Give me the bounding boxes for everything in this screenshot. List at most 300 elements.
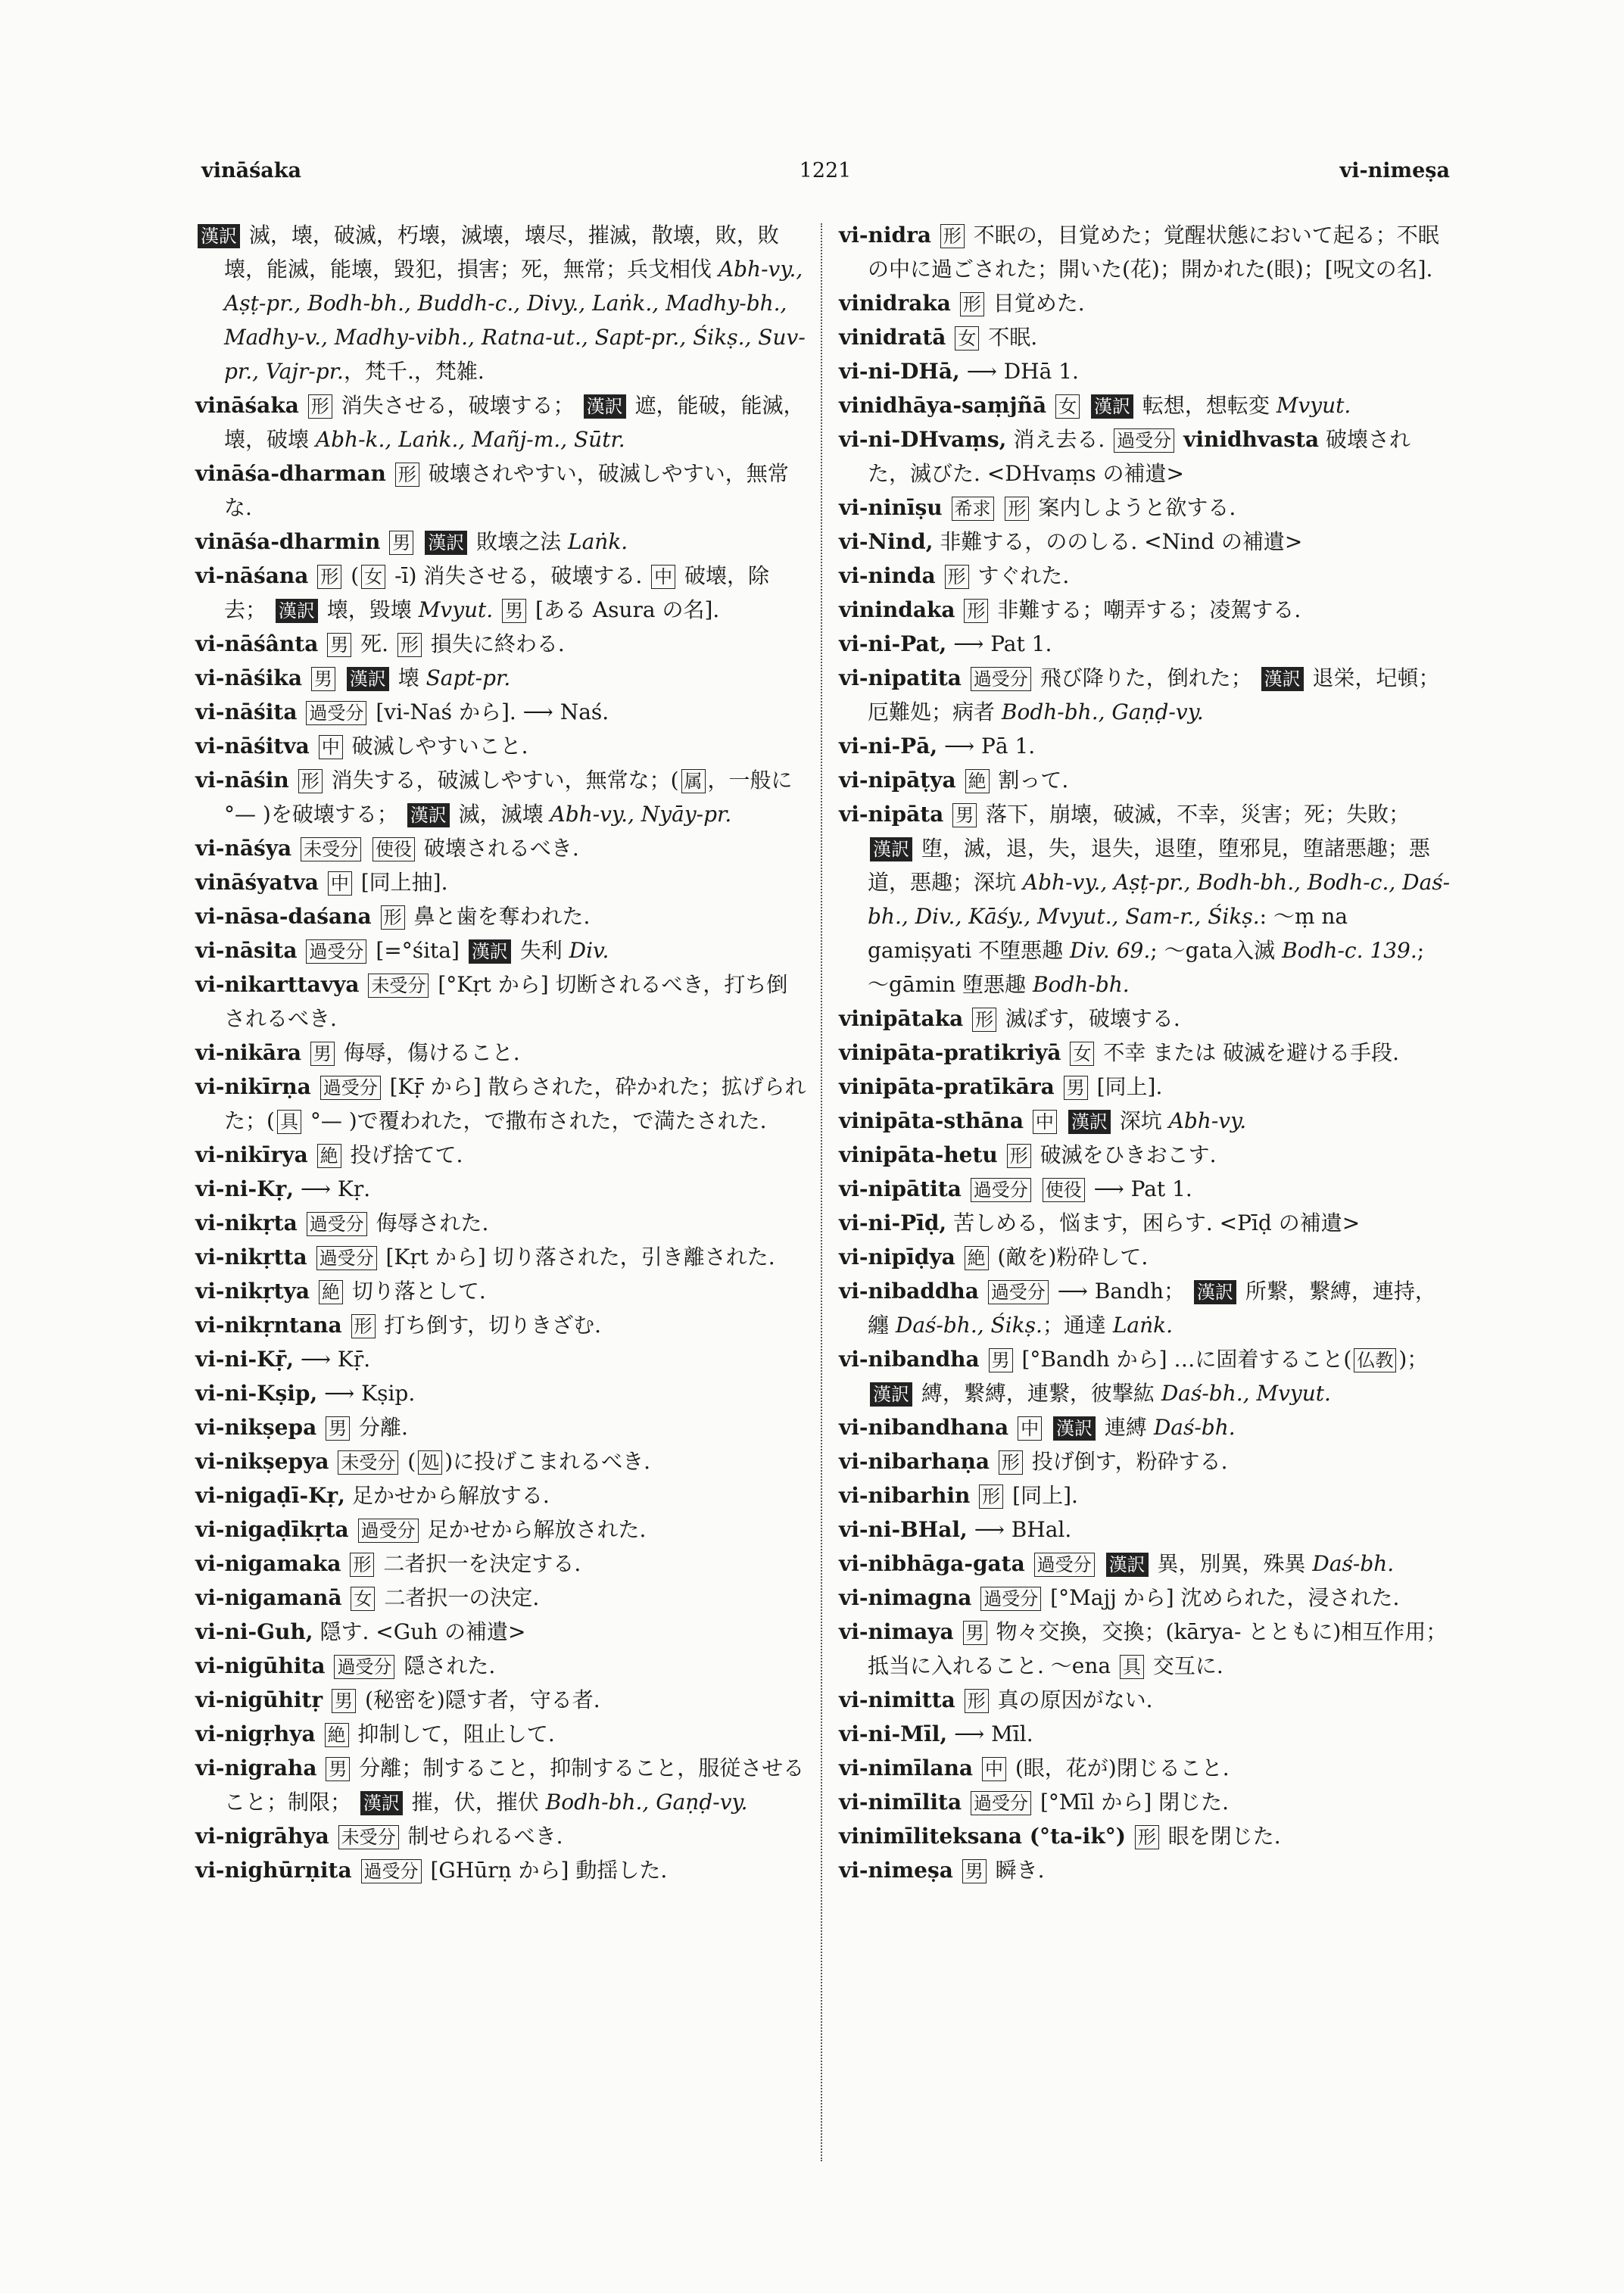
entry-text: 落下，崩壊，破滅，不幸，災害；死；失敗；	[979, 802, 1410, 827]
dictionary-entry	[195, 1717, 809, 1751]
dictionary-entry	[195, 1444, 809, 1478]
grammar-tag: 過受分	[316, 1246, 377, 1270]
dictionary-entry	[839, 320, 1452, 354]
headword: vināśa-dharmin	[195, 529, 381, 554]
headword: vi-nigaḍī-Kṛ,	[195, 1483, 345, 1508]
entry-text: 消え去る.	[1013, 427, 1112, 452]
headword: vi-nipāta	[839, 802, 944, 827]
entry-text: [同上].	[1089, 1074, 1163, 1099]
grammar-tag: 形	[350, 1553, 374, 1577]
source-citation: Abh-vy., Nyāy-pr.	[550, 802, 732, 827]
entry-text	[416, 529, 422, 554]
grammar-tag: 男	[989, 1348, 1013, 1372]
source-citation: Bodh-c. 139.	[1282, 938, 1417, 963]
entry-text	[493, 597, 500, 622]
source-citation: Bodh-bh., Gaṇḍ-vy.	[1001, 699, 1204, 724]
entry-text: 壊，毀壊	[320, 597, 419, 622]
entry-text: 二者択一を決定する.	[376, 1551, 581, 1576]
headword: vi-nipātita	[839, 1176, 962, 1201]
entry-text: 敗壊之法	[469, 529, 569, 554]
dictionary-entry	[839, 1410, 1452, 1444]
grammar-tag: 形	[964, 599, 988, 623]
entry-text: 破滅をひきおこす.	[1033, 1142, 1217, 1167]
grammar-tag: 中	[1018, 1416, 1042, 1441]
grammar-tag: 形	[945, 565, 969, 589]
entry-text: 切り落として.	[344, 1279, 486, 1304]
entry-text: 退栄，圮頓；厄難処；病者	[868, 665, 1440, 724]
translation-marker: 漢訳	[1261, 667, 1304, 691]
entry-text: ⟶ Pat 1.	[953, 631, 1052, 656]
entry-text: ; ～gata入滅	[1150, 938, 1283, 963]
entry-text: ；通達	[1042, 1313, 1113, 1338]
headword: vi-ni-Pīḍ,	[839, 1210, 947, 1235]
source-citation: Daś-bh.	[1153, 1415, 1236, 1440]
dictionary-entry	[195, 1751, 809, 1819]
entry-text: 破壊された，滅びた. <DHvaṃs の補遺>	[868, 427, 1411, 486]
entry-text: 真の原因がない.	[990, 1687, 1153, 1712]
dictionary-entry	[839, 1206, 1452, 1240]
entry-text: [Kṛt から] 切り落された，引き離された.	[379, 1245, 775, 1270]
dictionary-entry	[195, 695, 809, 729]
headword: vi-nāsita	[195, 938, 298, 963]
entry-text: 滅ぼす，破壊する.	[999, 1006, 1180, 1031]
grammar-tag: 未受分	[338, 1825, 399, 1849]
source-citation: Laṅk.	[1112, 1313, 1174, 1338]
grammar-tag: 過受分	[988, 1280, 1049, 1304]
translation-marker: 漢訳	[870, 1382, 912, 1407]
right-column	[839, 218, 1452, 1887]
grammar-tag: 過受分	[306, 939, 366, 964]
translation-marker: 漢訳	[407, 803, 450, 827]
source-citation: Bodh-bh.	[1032, 972, 1130, 997]
headword: vi-nigṛhya	[195, 1721, 316, 1746]
dictionary-entry	[195, 218, 809, 388]
entry-text: °— )で覆われた，で撒布された，で満たされた.	[303, 1108, 767, 1133]
grammar-tag: 過受分	[971, 1791, 1031, 1815]
grammar-tag: 形	[351, 1314, 376, 1338]
translation-marker: 漢訳	[1106, 1553, 1149, 1577]
headword: vi-ni-DHā,	[839, 359, 960, 384]
dictionary-entry	[195, 661, 809, 695]
entry-text: 損失に終わる.	[423, 631, 565, 656]
entry-text: 抑制して，阻止して.	[351, 1721, 555, 1746]
grammar-tag: 絶	[965, 769, 990, 793]
entry-text: 滅，壊，破滅，朽壊，滅壊，壊尽，摧滅，散壊，敗，敗壊，能滅，能壊，毀犯，損害；死，無常；兵戈相伐	[224, 223, 779, 282]
entry-text: [°Mīl から] 閉じた.	[1033, 1790, 1230, 1815]
dictionary-entry	[195, 865, 809, 899]
headword: vi-nibhāga-gata	[839, 1551, 1025, 1576]
dictionary-entry	[195, 1274, 809, 1308]
grammar-tag: 男	[327, 633, 351, 657]
dictionary-entry	[195, 1581, 809, 1615]
grammar-tag: 形	[940, 224, 965, 248]
dictionary-entry	[839, 729, 1452, 763]
entry-text: 飛び降りた，倒れた；	[1033, 665, 1259, 690]
grammar-tag: 男	[326, 1416, 350, 1441]
grammar-tag: 男	[311, 667, 335, 691]
dictionary-entry	[195, 1342, 809, 1376]
dictionary-entry	[195, 899, 809, 933]
headword: vi-nigaḍīkṛta	[195, 1517, 349, 1542]
translation-marker: 漢訳	[469, 939, 511, 964]
entry-text: (敵を)粉砕して.	[990, 1245, 1149, 1270]
grammar-tag: 絶	[317, 1144, 341, 1168]
headword: vi-nibaddha	[839, 1279, 979, 1304]
dictionary-entry	[839, 661, 1452, 729]
source-citation: Sapt-pr.	[425, 665, 511, 690]
translation-marker: 漢訳	[1053, 1416, 1096, 1441]
headword: vināśa-dharman	[195, 461, 386, 486]
grammar-tag: 男	[963, 1621, 987, 1645]
headword: vi-nimīlita	[839, 1790, 962, 1815]
entry-text: 瞬き.	[988, 1858, 1045, 1883]
entry-text	[1059, 1108, 1066, 1133]
grammar-tag: 過受分	[1114, 428, 1174, 453]
entry-text: [同上].	[1005, 1483, 1078, 1508]
source-citation: Daś-bh., Mvyut.	[1161, 1381, 1331, 1406]
entry-text: )；	[1398, 1347, 1429, 1372]
grammar-tag: 形	[317, 565, 341, 589]
entry-text: 破壊されやすい，破滅しやすい，無常な.	[224, 461, 789, 520]
entry-text: 鼻と歯を奪われた.	[407, 904, 591, 929]
entry-text: 滅，滅壊	[451, 802, 550, 827]
grammar-tag: 形	[1007, 1144, 1031, 1168]
headword: vi-ni-BHal,	[839, 1517, 968, 1542]
grammar-tag: 過受分	[334, 1655, 394, 1679]
grammar-tag: 男	[389, 531, 413, 555]
dictionary-entry	[195, 831, 809, 865]
entry-text: 不幸 または 破滅を避ける手段.	[1096, 1040, 1400, 1065]
entry-text: 壊	[391, 665, 426, 690]
source-citation: Daś-bh., Śikṣ.	[895, 1313, 1043, 1338]
grammar-tag: 使役	[372, 837, 415, 861]
translation-marker: 漢訳	[870, 837, 912, 861]
entry-text: 分離；制すること，抑制すること，服従させること；制限；	[224, 1756, 805, 1815]
grammar-tag: 女	[955, 326, 979, 350]
entry-text: [GHūrṇ から] 動揺した.	[423, 1858, 668, 1883]
entry-text: -ī) 消失させる，破壊する.	[388, 563, 650, 588]
entry-text: 破壊されるべき.	[417, 836, 579, 861]
grammar-tag: 希求	[952, 497, 994, 521]
entry-text: 割って.	[991, 768, 1069, 793]
source-citation: Abh-vy., Aṣṭ-pr., Bodh-bh., Bodh-c., Daś-bh., Div., Kāśy., Mvyut., Sam-r., Śikṣ.	[868, 870, 1451, 929]
entry-text: (	[344, 563, 360, 588]
grammar-tag: 過受分	[307, 1212, 367, 1236]
grammar-tag: 処	[418, 1450, 442, 1475]
grammar-tag: 男	[952, 803, 977, 827]
entry-text: ⟶ Mīl.	[954, 1721, 1033, 1746]
headword: vi-Nind,	[839, 529, 934, 554]
grammar-tag: 過受分	[306, 701, 366, 725]
headword: vi-ni-Kṣip,	[195, 1381, 318, 1406]
grammar-tag: 過受分	[971, 1178, 1031, 1202]
headword: vi-nigrāhya	[195, 1824, 329, 1849]
headword: vi-ni-Pā,	[839, 734, 938, 759]
dictionary-entry	[195, 456, 809, 525]
dictionary-entry	[195, 1478, 809, 1513]
entry-text: 分離.	[352, 1415, 408, 1440]
dictionary-entry	[195, 1172, 809, 1206]
headword: vi-nighūrṇita	[195, 1858, 352, 1883]
entry-text: 所繋，繋縛，連持，纏	[868, 1279, 1436, 1338]
grammar-tag: 女	[351, 1587, 375, 1611]
entry-text: 眼を閉じた.	[1161, 1824, 1281, 1849]
source-citation: Mvyut.	[1276, 393, 1351, 418]
dictionary-entry	[195, 1410, 809, 1444]
grammar-tag: 具	[1120, 1655, 1144, 1679]
entry-text: 深坑	[1112, 1108, 1169, 1133]
headword: vi-nipīḍya	[839, 1245, 955, 1270]
grammar-tag: 男	[502, 599, 526, 623]
headword: vinipāta-sthāna	[839, 1108, 1024, 1133]
translation-marker: 漢訳	[1194, 1280, 1236, 1304]
headword: vi-ni-Kṛ,	[195, 1176, 294, 1201]
headword: vi-nāśânta	[195, 631, 319, 656]
dictionary-entry	[839, 1104, 1452, 1138]
sub-headword: vinidhvasta	[1183, 427, 1320, 452]
entry-text: 消失する，破滅しやすい，無常な；(	[324, 768, 679, 793]
translation-marker: 漢訳	[584, 394, 626, 419]
headword: vi-nibarhaṇa	[839, 1449, 990, 1474]
source-citation: Laṅk.	[568, 529, 628, 554]
grammar-tag: 形	[972, 1008, 996, 1032]
grammar-tag: 属	[681, 769, 706, 793]
page-header	[0, 159, 1624, 204]
entry-text: 非難する；嘲弄する；凌駕する.	[990, 597, 1301, 622]
headword: vi-nikāra	[195, 1040, 301, 1065]
entry-text: 転想，想転変	[1136, 393, 1276, 418]
entry-text: 目覚めた.	[986, 291, 1085, 316]
dictionary-entry	[839, 627, 1452, 661]
headword: vi-ni-Pat,	[839, 631, 947, 656]
entry-text: 不眠.	[981, 325, 1038, 350]
dictionary-entry	[195, 1036, 809, 1070]
dictionary-entry	[195, 1070, 809, 1138]
entry-text: [Kṝ から] 散らされた，砕かれた；拡げられた；(	[224, 1074, 806, 1133]
entry-text: ⟶ Bandh；	[1050, 1279, 1192, 1304]
entry-text: 不眠の，目覚めた；覚醒状態において起る；不眠の中に過ごされた；開いた(花)；開かれた(眼)；[呪文の名].	[868, 223, 1439, 282]
entry-text: 交互に.	[1146, 1653, 1223, 1678]
headword: vinimīliteksana (°ta-ik°)	[839, 1824, 1126, 1849]
headword: vi-nikṛntana	[195, 1313, 342, 1338]
headword: vi-nipāṭya	[839, 768, 956, 793]
dictionary-entry	[839, 388, 1452, 422]
grammar-tag: 女	[1070, 1042, 1094, 1066]
grammar-tag: 女	[1055, 394, 1080, 419]
headword: vi-nāśya	[195, 836, 292, 861]
source-citation: Div.	[569, 938, 609, 963]
dictionary-entry	[839, 1036, 1452, 1070]
grammar-tag: 形	[1005, 497, 1029, 521]
grammar-tag: 未受分	[368, 974, 429, 998]
dictionary-entry	[195, 1138, 809, 1172]
entry-text: : ～ṃ na gamiṣyati 不堕悪趣	[868, 904, 1348, 963]
headword: vinidraka	[839, 291, 951, 316]
dictionary-entry	[839, 1240, 1452, 1274]
dictionary-entry	[195, 763, 809, 831]
entry-text: ⟶ Kṛ.	[300, 1176, 371, 1201]
dictionary-entry	[839, 525, 1452, 559]
dictionary-entry	[195, 1513, 809, 1547]
entry-text: すぐれた.	[971, 563, 1070, 588]
headword: vi-nidra	[839, 223, 931, 248]
headword: vināśaka	[195, 393, 299, 418]
entry-text: 隠された.	[397, 1653, 496, 1678]
dictionary-entry	[839, 422, 1452, 491]
dictionary-entry	[839, 1478, 1452, 1513]
left-column	[195, 218, 809, 1887]
grammar-tag: 形	[999, 1450, 1023, 1475]
dictionary-entry	[195, 1819, 809, 1853]
grammar-tag: 過受分	[1034, 1553, 1095, 1577]
source-citation: Abh-vy.	[1168, 1108, 1247, 1133]
dictionary-entry	[839, 1274, 1452, 1342]
grammar-tag: 形	[979, 1485, 1003, 1509]
headword: vinipāta-pratīkāra	[839, 1074, 1055, 1099]
entry-text: ⟶ Pā 1.	[944, 734, 1036, 759]
entry-text	[338, 665, 344, 690]
grammar-tag: 使役	[1043, 1178, 1085, 1202]
dictionary-entry	[195, 388, 809, 456]
entry-text: ，一般に °— )を破壊する；	[224, 768, 793, 827]
entry-text	[1177, 427, 1183, 452]
entry-text: ; ～gāmin 堕悪趣	[868, 938, 1425, 997]
grammar-tag: 形	[397, 633, 422, 657]
entry-text: [°Bandh から] …に固着すること(	[1015, 1347, 1352, 1372]
grammar-tag: 男	[962, 1859, 987, 1883]
dictionary-entry	[839, 559, 1452, 593]
headword: vi-nibarhin	[839, 1483, 971, 1508]
headword: vi-nimitta	[839, 1687, 955, 1712]
dictionary-entry	[839, 797, 1452, 1002]
grammar-tag: 過受分	[980, 1587, 1041, 1611]
grammar-tag: 絶	[325, 1723, 349, 1747]
dictionary-entry	[195, 525, 809, 559]
dictionary-entry	[839, 1342, 1452, 1410]
headword: vi-nikīrya	[195, 1142, 308, 1167]
headword: vi-nipatita	[839, 665, 962, 690]
grammar-tag: 形	[1135, 1825, 1159, 1849]
dictionary-entry	[839, 1853, 1452, 1887]
entry-text: (秘密を)隠す者，守る者.	[358, 1687, 600, 1712]
entry-text: ⟶ Kṣip.	[324, 1381, 416, 1406]
headword: vi-ni-Kṝ,	[195, 1347, 294, 1372]
entry-text: 連縛	[1098, 1415, 1154, 1440]
dictionary-entry	[839, 1444, 1452, 1478]
dictionary-entry	[839, 1751, 1452, 1785]
dictionary-entry	[195, 1853, 809, 1887]
entry-text	[1082, 393, 1089, 418]
headword: vi-nāśin	[195, 768, 289, 793]
grammar-tag: 男	[1064, 1076, 1088, 1100]
headword: vi-ni-DHvaṃs,	[839, 427, 1007, 452]
dictionary-entry	[195, 1240, 809, 1274]
headword: vinipāta-pratikriyā	[839, 1040, 1061, 1065]
translation-marker: 漢訳	[1068, 1110, 1111, 1134]
entry-text: [ある Asura の名].	[528, 597, 720, 622]
headword: vi-nimeṣa	[839, 1858, 953, 1883]
entry-text: 摧，伏，摧伏	[404, 1790, 546, 1815]
grammar-tag: 男	[326, 1757, 350, 1781]
headword: vi-nāśita	[195, 699, 298, 724]
dictionary-entry	[839, 354, 1452, 388]
grammar-tag: 女	[361, 565, 385, 589]
dictionary-entry	[195, 1649, 809, 1683]
headword: vi-nikṛta	[195, 1210, 298, 1235]
entry-text: [°Kṛt から] 切断されるべき，打ち倒されるべき.	[224, 972, 788, 1031]
dictionary-entry	[839, 593, 1452, 627]
translation-marker: 漢訳	[347, 667, 389, 691]
headword: vinidratā	[839, 325, 946, 350]
dictionary-entry	[195, 1206, 809, 1240]
dictionary-entry	[839, 1172, 1452, 1206]
headword: vi-nāśika	[195, 665, 302, 690]
headword: vi-nikṣepya	[195, 1449, 329, 1474]
dictionary-entry	[195, 729, 809, 763]
entry-text: 投げ捨てて.	[343, 1142, 463, 1167]
dictionary-entry	[839, 1547, 1452, 1581]
grammar-tag: 形	[381, 905, 405, 930]
headword: vi-nimīlana	[839, 1756, 974, 1781]
headword: vi-nāśana	[195, 563, 309, 588]
headword: vi-nāśitva	[195, 734, 310, 759]
headword: vi-nibandha	[839, 1347, 980, 1372]
headword: vinipātaka	[839, 1006, 964, 1031]
dictionary-entry	[839, 491, 1452, 525]
entry-text: [°Majj から] 沈められた，浸された.	[1043, 1585, 1400, 1610]
headword: vi-nibandhana	[839, 1415, 1009, 1440]
entry-text: 苦しめる，悩ます，困らす. <Pīḍ の補遺>	[953, 1210, 1361, 1235]
entry-text: 案内しようと欲する.	[1031, 495, 1236, 520]
entry-text	[1033, 1176, 1040, 1201]
headword: vi-nigamanā	[195, 1585, 342, 1610]
source-citation: Mvyut.	[418, 597, 494, 622]
header-right-guideword: vi-nimeṣa	[1339, 159, 1450, 182]
entry-text: ⟶ DHā 1.	[966, 359, 1079, 384]
headword: vi-ni-Mīl,	[839, 1721, 948, 1746]
dictionary-entry	[195, 1376, 809, 1410]
entry-text	[1097, 1551, 1104, 1576]
headword: vi-nikīrṇa	[195, 1074, 311, 1099]
grammar-tag: 未受分	[338, 1450, 398, 1475]
grammar-tag: 形	[965, 1689, 989, 1713]
grammar-tag: 仏教	[1354, 1348, 1396, 1372]
grammar-tag: 絶	[965, 1246, 989, 1270]
grammar-tag: 中	[1033, 1110, 1057, 1134]
translation-marker: 漢訳	[425, 531, 467, 555]
dictionary-entry	[839, 1581, 1452, 1615]
dictionary-entry	[839, 1138, 1452, 1172]
headword: vinipāta-hetu	[839, 1142, 998, 1167]
entry-text: 足かせから解放する.	[351, 1483, 550, 1508]
headword: vi-ni-Guh,	[195, 1619, 313, 1644]
dictionary-entry	[839, 1615, 1452, 1683]
entry-text	[996, 495, 1003, 520]
dictionary-entry	[195, 1683, 809, 1717]
headword: vi-nimaya	[839, 1619, 954, 1644]
headword: vi-nigūhita	[195, 1653, 326, 1678]
source-citation: Div. 69.	[1070, 938, 1151, 963]
grammar-tag: 中	[651, 565, 675, 589]
dictionary-entry	[195, 1615, 809, 1649]
entry-text: 非難する，ののしる. <Nind の補遺>	[940, 529, 1303, 554]
grammar-tag: 形	[960, 292, 984, 316]
entry-text: 侮辱，傷けること.	[336, 1040, 520, 1065]
source-citation: Daś-bh.	[1312, 1551, 1395, 1576]
entry-text: ⟶ BHal.	[974, 1517, 1072, 1542]
entry-text: 破壊，除去；	[224, 563, 770, 622]
dictionary-entry	[195, 1308, 809, 1342]
